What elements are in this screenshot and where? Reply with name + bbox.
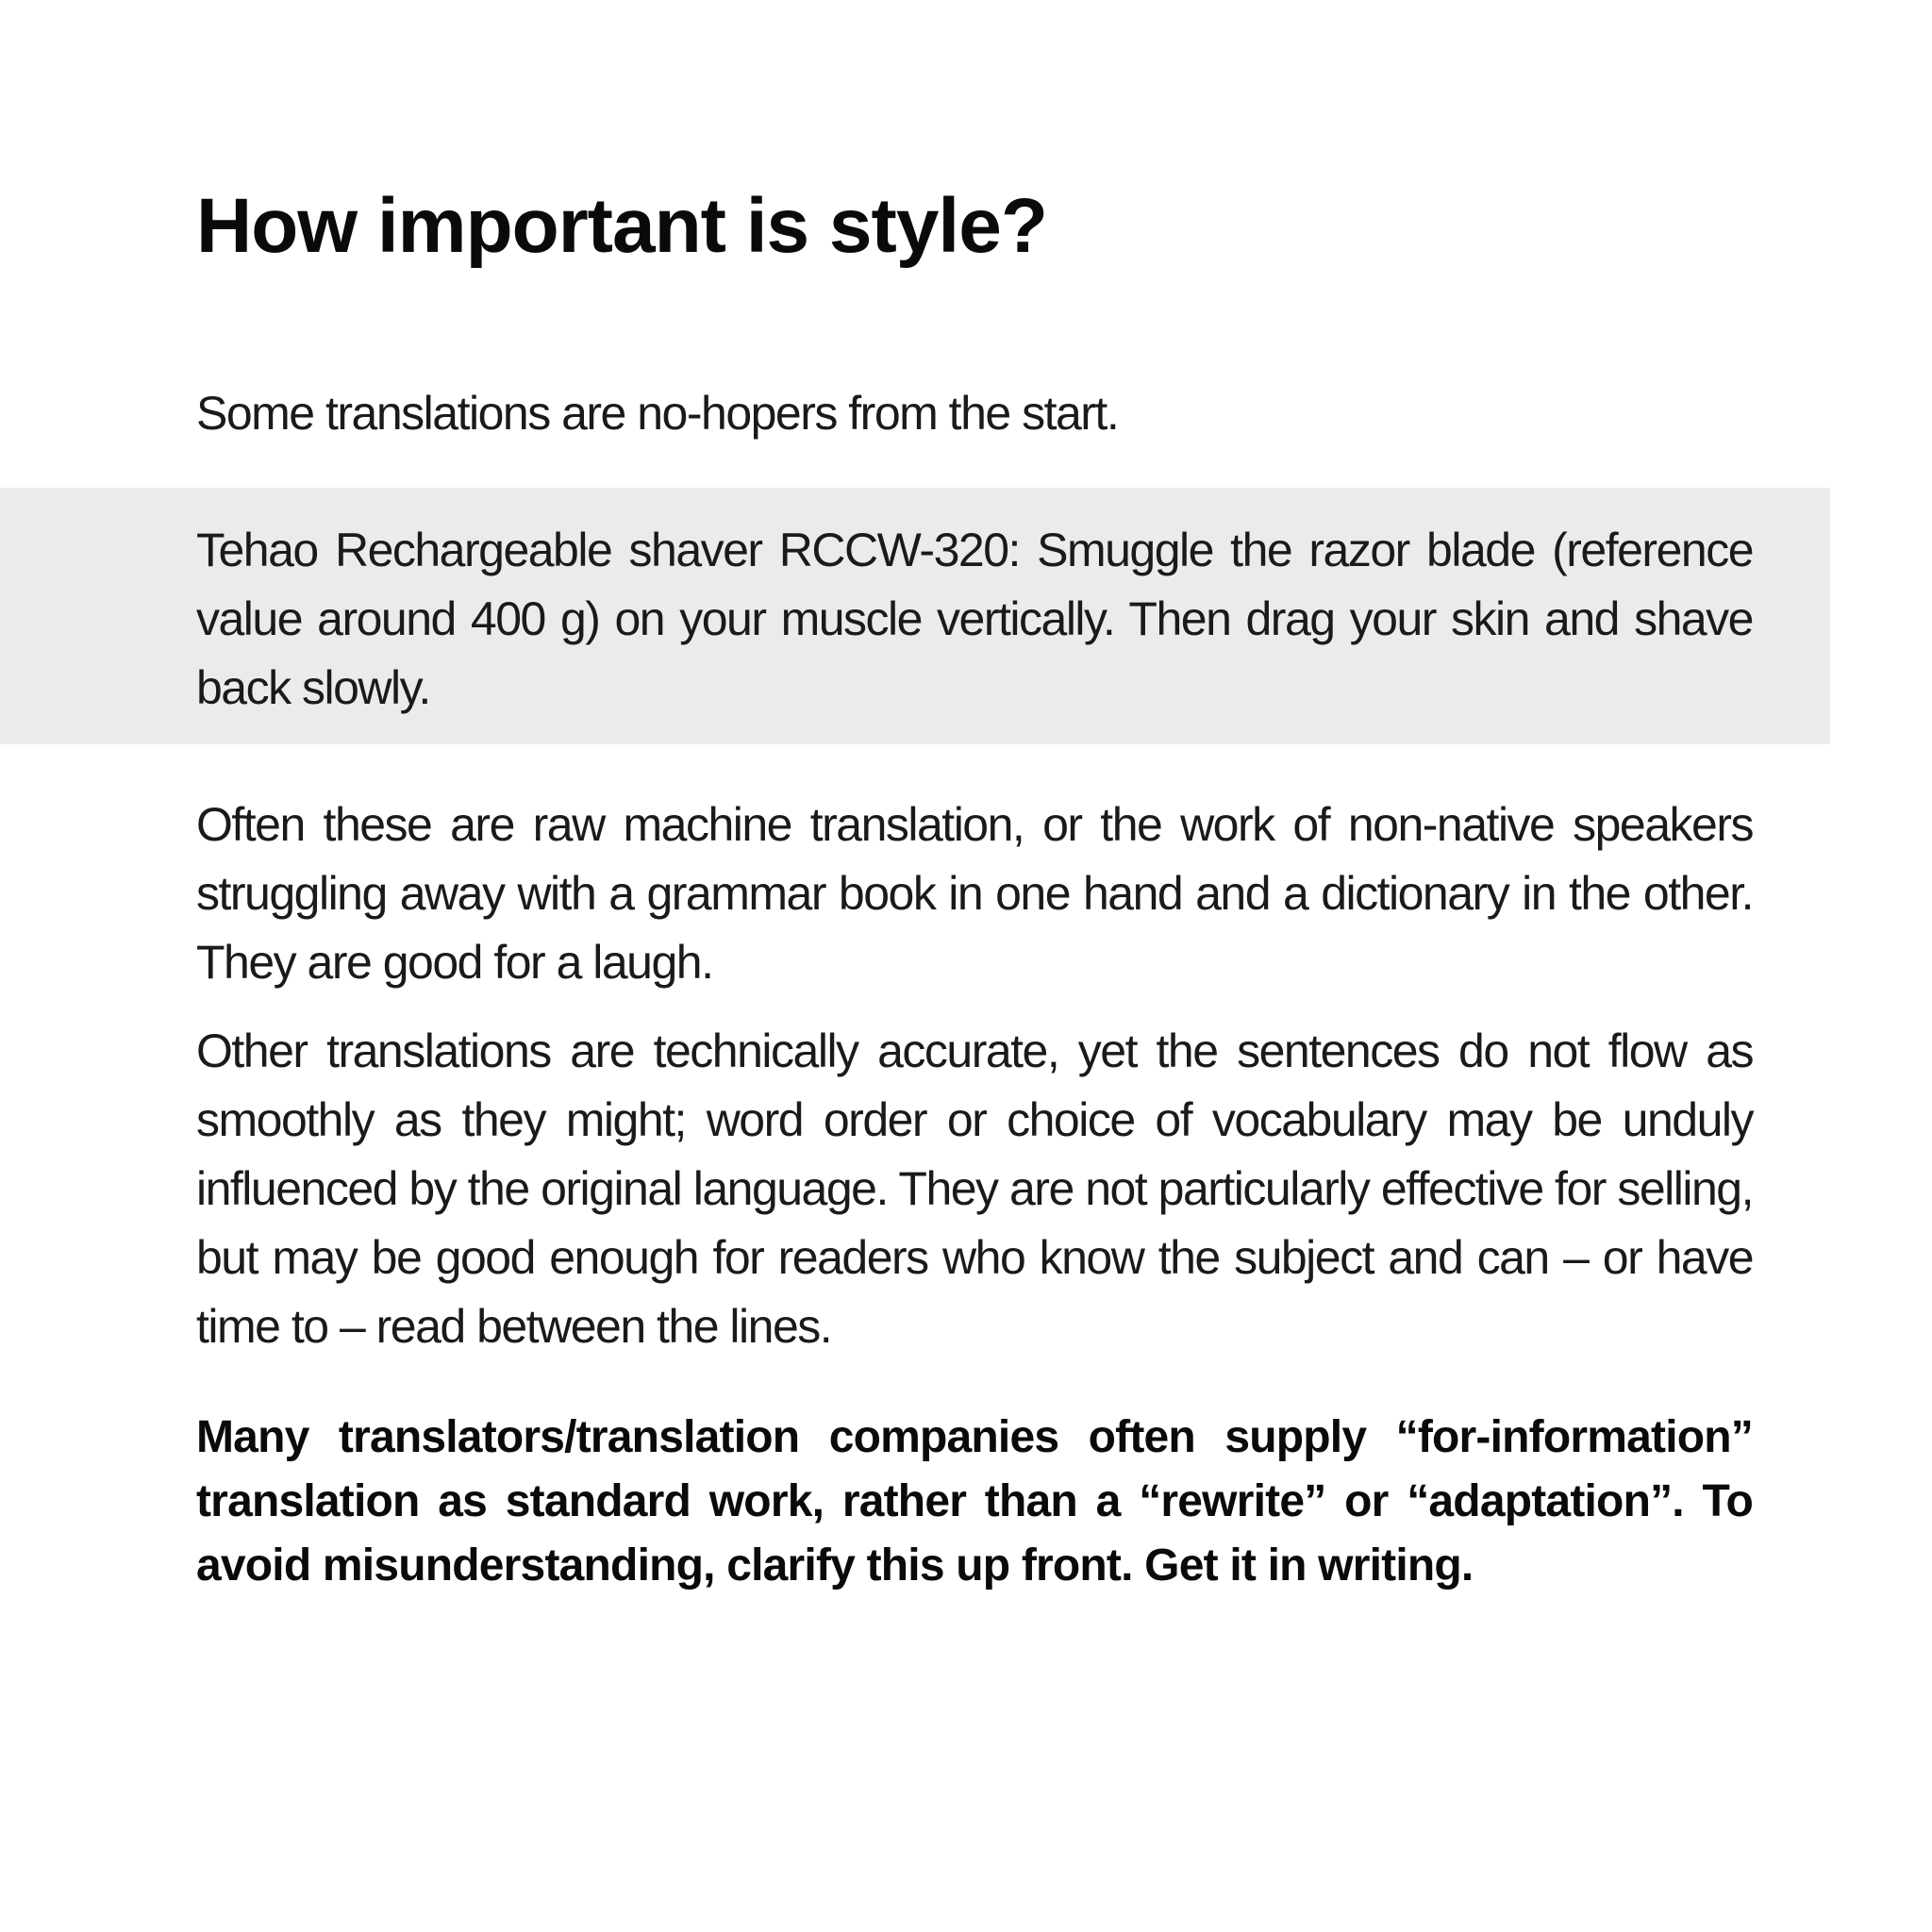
bold-callout-paragraph: Many translators/translation companies often supply “for-information” translation as standard work, rather than a “rewrite” or “adaptation”. To avoid misunderstanding, clarify this up front. Get it in writing. <box>196 1412 1753 1591</box>
page-title: How important is style? <box>196 183 1047 269</box>
example-quote: Tehao Rechargeable shaver RCCW-320: Smuggle the razor blade (reference value around 400 g) on your muscle vertically. Then drag your skin and shave back slowly. <box>196 524 1753 714</box>
body-paragraph-machine-translation: Often these are raw machine translation, or the work of non-native speakers struggling away with a grammar book in one hand and a dictionary in the other. They are good for a laugh. <box>196 798 1753 989</box>
intro-paragraph: Some translations are no-hopers from the start. <box>196 387 1119 440</box>
body-paragraph-technically-accurate: Other translations are technically accurate, yet the sentences do not flow as smoothly as they might; word order or choice of vocabulary may be unduly influenced by the original language. They are not particularly effective for selling, but may be good enough for readers who know the subject and can – or have time to – read between the lines. <box>196 1024 1753 1353</box>
